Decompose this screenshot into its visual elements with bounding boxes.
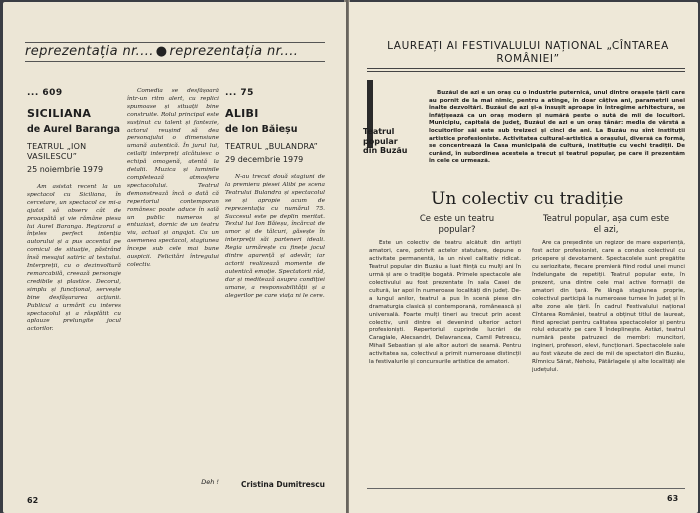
review-alibi — [225, 88, 325, 468]
right-page — [349, 2, 698, 513]
review-text: Am asistat recent la un spectacol cu Siciliana, în cercetare, un spectacol ce mi-a ajutat să observ cât de proaspătă și vie rămâne piesa lui Aurel Baranga. Regizorul a înțeles perfect intenția autorului și a pus accentul pe comicul de situație, păstrând însă mesajul satiric al textului. Interpreții, cu o dezinvoltură remarcabilă, creează personaje credibile și plastice. Decorul, simplu și funcțional, servește bine desfășurarea acțiunii. Publicul a urmărit cu interes spectacolul și a răsplătit cu aplauze prelungite jocul actorilor. — [27, 184, 121, 333]
festival-title: LAUREAȚI AI FESTIVALULUI NAȚIONAL „CÎNTAREA ROMÂNIEI” — [387, 40, 669, 65]
review-siciliana — [27, 88, 121, 508]
article-column-1 — [369, 240, 521, 486]
page-header — [25, 42, 325, 62]
performance-date: 29 decembrie 1979 — [225, 155, 304, 164]
review-siciliana-continued — [127, 88, 219, 476]
intro-paragraph: Buzăul de azi e un oraș cu o industrie puternică, unul dintre orașele țării care au pornit de la mai nimic, pentru a atinge, în doar câțiva ani, parametrii unei înalte dezvoltări. Buzăul de azi și-a însușit aproape în întregime arhitectura, se înfățișează ca un oraș modern și numără peste o sută de mii de locuitori. Municipiu, capitală de județ, Buzăul de azi e un oraș tânăr: media de vârstă a locuitorilor săi este sub treizeci și cinci de ani. La Buzău nu sînt instituții artistice profesioniste. Activitatea cultural-artistică a orașului, diversă ca formă, se concentrează la Casa municipală de cultură, instituție cu vechi tradiții. De curând, în subordinea acesteia a trecut și teatrul popular, pe care îl prezentăm în cele ce urmează. — [429, 90, 685, 165]
performance-date: 25 noiembrie 1979 — [27, 165, 104, 174]
left-page — [3, 2, 346, 513]
page-number: 62 — [27, 496, 39, 505]
article-column-2 — [532, 240, 685, 486]
theatre-name: TEATRUL „ION VASILESCU” — [27, 142, 87, 161]
review-text: Comedia se desfășoară într-un ritm alert, cu replici spumoase și situații bine construite. Rolul principal este susținut cu talent și fantezie, actorul reușind să dea personajului o dimensiune umană autentică. În jurul lui, ceilalți interpreți alcătuiesc o echipă omogenă, atentă la detalii. Muzica și luminile completează atmosfera spectacolului. Teatrul demonstrează încă o dată că repertoriul contemporan românesc poate aduce în sală un public numeros și entuziast, dornic de un teatru viu, actual și angajat. Cu un asemenea spectacol, stagiunea începe sub cele mai bune auspicii. Felicitări întregului colectiv. — [127, 88, 219, 268]
review-end: Deh ! — [201, 478, 219, 486]
performance-number: ... 75 — [225, 88, 254, 98]
header-text-1: reprezentația nr.... — [25, 44, 154, 59]
play-title: ALIBI — [225, 107, 259, 120]
subheading-left: Ce este un teatru popular? — [419, 214, 495, 235]
performance-number: ... 609 — [27, 88, 63, 98]
play-author: de Aurel Baranga — [27, 124, 121, 135]
article-text: Este un colectiv de teatru alcătuit din artiști amatori, care, potrivit actelor statutare, depune o activitate permanentă, la un nivel calitativ ridicat. Teatrul popular din Buzău a luat ființă cu mulți ani în urmă și are o tradiție bogată. Primele spectacole ale colectivului au fost prezentate în sala Casei de cultură, iar apoi în numeroase localități din județ. De-a lungul anilor, teatrul a pus în scenă piese din dramaturgia clasică și contemporană, românească și universală. Foarte mulți tineri au trecut prin acest colectiv, unii dintre ei devenind ulterior actori profesioniști. Repertoriul cuprinde lucrări de Caragiale, Alecsandri, Delavrancea, Camil Petrescu, Mihail Sebastian și ale altor autori de seamă. Pentru activitatea sa, colectivul a primit numeroase distincții la festivalurile și concursurile artistice de amatori. — [369, 240, 521, 366]
article-text: Are ca președinte un regizor de mare experiență, fost actor profesionist, care a condus colectivul cu pricepere și devotament. Spectacolele sunt pregătite cu seriozitate, fiecare premieră fiind rodul unei munci îndelungate de repetiții. Teatrul popular este, în prezent, una dintre cele mai active formații de amatori din țară. Pe lângă stagiunea proprie, colectivul participă la numeroase turnee în județ și în alte zone ale țării. În cadrul Festivalului național Cîntarea României, teatrul a obținut titlul de laureat, fiind apreciat pentru calitatea spectacolelor și pentru rolul educativ pe care îl îndeplinește. Astăzi, teatrul numără peste patruzeci de membri: muncitori, ingineri, profesori, elevi, funcționari. Spectacolele sale au fost văzute de zeci de mii de spectatori din Buzău, Rîmnicu Sărat, Nehoiu, Pătârlagele și alte localități ale județului. — [532, 240, 685, 374]
section-label: Teatrul popular din Buzău — [363, 127, 408, 155]
subheading-right: Teatrul popular, așa cum este el azi, — [542, 214, 670, 235]
article-title: Un colectiv cu tradiție — [431, 189, 624, 209]
play-title: SICILIANA — [27, 107, 92, 120]
title-rule — [367, 71, 685, 72]
footer-rule — [367, 488, 685, 489]
title-rule — [367, 68, 685, 69]
review-signature: Cristina Dumitrescu — [241, 480, 325, 489]
review-text: N-au trecut două stagiuni de la premiera piesei Alibi pe scena Teatrului Bulandra și spectacolul se și apropie acum de reprezentația cu numărul 75. Succesul este pe deplin meritat. Textul lui Ion Băieșu, încărcat de umor și de tâlcuri, găsește în interpreții săi parteneri ideali. Regia urmărește cu finețe jocul dintre aparență și adevăr, iar actorii realizează momente de autentică emoție. Spectatorii râd, dar și meditează asupra condiției umane, a responsabilității și a alegerilor pe care viața ni le cere. — [225, 174, 325, 299]
play-author: de Ion Băieșu — [225, 124, 298, 135]
page-number: 63 — [667, 494, 679, 503]
header-text-2: reprezentația nr.... — [169, 44, 299, 59]
theatre-name: TEATRUL „BULANDRA” — [225, 142, 319, 151]
header-bullet: ● — [155, 44, 168, 59]
